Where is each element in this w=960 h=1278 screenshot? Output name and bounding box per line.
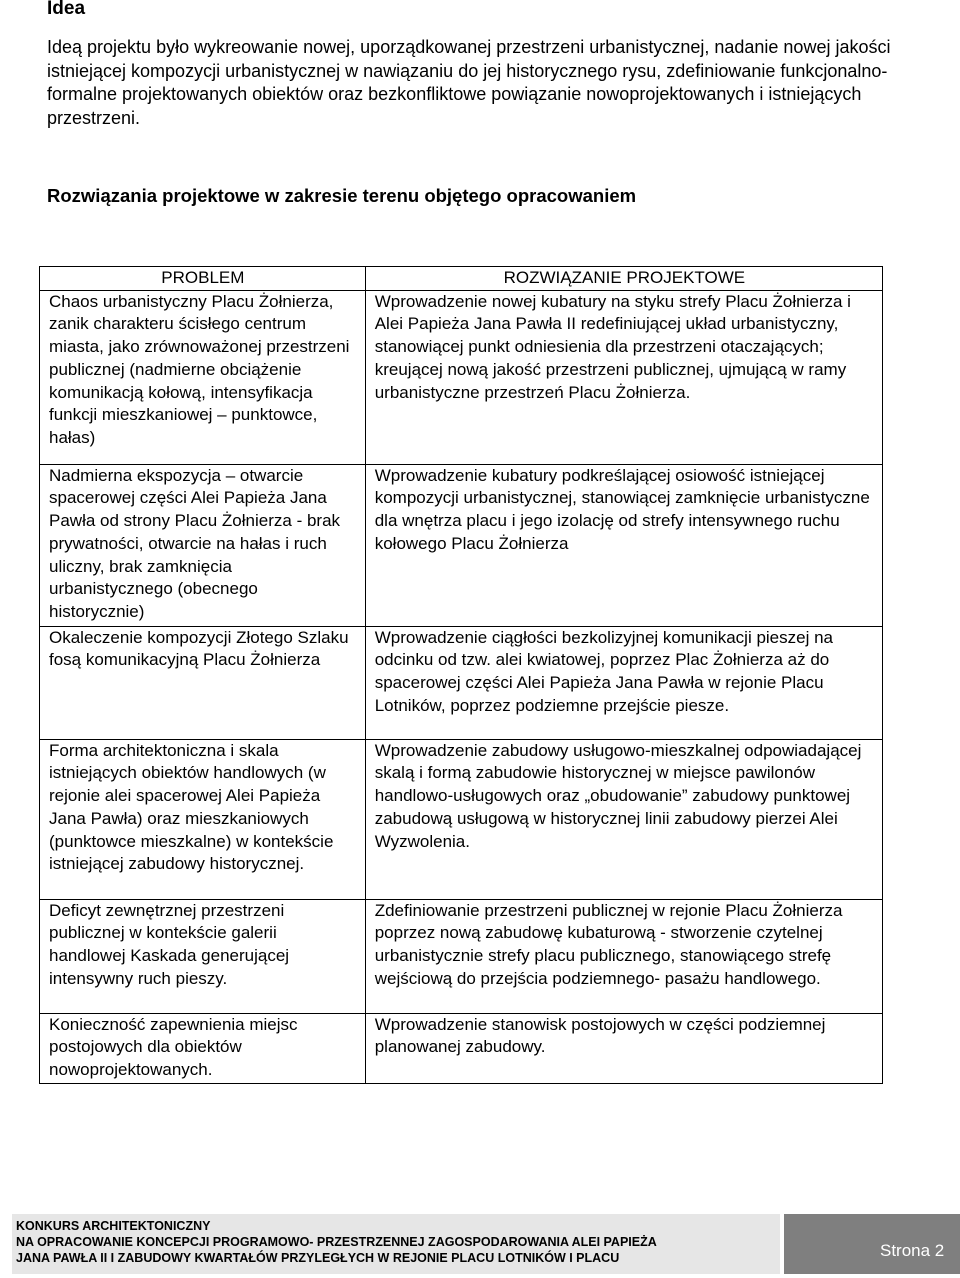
solution-cell: Wprowadzenie zabudowy usługowo-mieszkalnej odpowiadającej skalą i formą zabudowie historycznej w miejsce pawilonów handlowo-usługowych oraz „obudowanie” zabudowy punktowej zabudową usługową w historycznej linii zabudowy pierzei Alei Wyzwolenia. <box>365 739 882 899</box>
page-number: Strona 2 <box>784 1214 960 1274</box>
problem-cell: Chaos urbanistyczny Placu Żołnierza, zanik charakteru ścisłego centrum miasta, jako zrównoważonej przestrzeni publicznej (nadmierne obciążenie komunikacją kołową, intensyfikacja funkcji mieszkaniowej – punktowce, hałas) <box>40 290 366 464</box>
problem-cell: Okaleczenie kompozycji Złotego Szlaku fosą komunikacyjną Placu Żołnierza <box>40 626 366 739</box>
table-row <box>40 626 883 739</box>
table-row <box>40 739 883 899</box>
table-row <box>40 1013 883 1083</box>
solution-cell: Wprowadzenie stanowisk postojowych w części podziemnej planowanej zabudowy. <box>365 1013 882 1083</box>
solution-cell: Wprowadzenie ciągłości bezkolizyjnej komunikacji pieszej na odcinku od tzw. alei kwiatowej, poprzez Plac Żołnierza aż do spacerowej części Alei Papieża Jana Pawła w rejonie Placu Lotników, poprzez podziemne przejście piesze. <box>365 626 882 739</box>
footer-line-1: KONKURS ARCHITEKTONICZNY <box>16 1219 211 1233</box>
table-row <box>40 899 883 1013</box>
table-heading: Rozwiązania projektowe w zakresie terenu objętego opracowaniem <box>47 185 637 206</box>
table-row <box>40 290 883 464</box>
problem-cell: Deficyt zewnętrznej przestrzeni publicznej w kontekście galerii handlowej Kaskada generującej intensywny ruch pieszy. <box>40 899 366 1013</box>
table-row <box>40 464 883 626</box>
problem-cell: Nadmierna ekspozycja – otwarcie spacerowej części Alei Papieża Jana Pawła od strony Placu Żołnierza - brak prywatności, otwarcie na hałas i ruch uliczny, brak zamknięcia urbanistycznego (obecnego historycznie) <box>40 464 366 626</box>
footer-line-2: NA OPRACOWANIE KONCEPCJI PROGRAMOWO- PRZESTRZENNEJ ZAGOSPODAROWANIA ALEI PAPIEŻA <box>16 1235 657 1249</box>
solution-cell: Wprowadzenie nowej kubatury na styku strefy Placu Żołnierza i Alei Papieża Jana Pawła II redefiniującej układ urbanistyczny, stanowiącej punkt odniesienia dla przestrzeni otaczających; kreującej nową jakość przestrzeni publicznej, ujmującą w ramy urbanistyczne przestrzeń Placu Żołnierza. <box>365 290 882 464</box>
page-footer <box>12 1214 780 1274</box>
problem-cell: Forma architektoniczna i skala istniejących obiektów handlowych (w rejonie alei spacerowej Alei Papieża Jana Pawła) oraz mieszkaniowych (punktowce mieszkalne) w kontekście istniejącej zabudowy historycznej. <box>40 739 366 899</box>
problem-solution-table <box>39 266 883 1084</box>
intro-paragraph: Ideą projektu było wykreowanie nowej, uporządkowanej przestrzeni urbanistycznej, nadanie nowej jakości istniejącej kompozycji urbanistycznej w nawiązaniu do jej historycznego rysu, zdefiniowanie funkcjonalno-formalne projektowanych obiektów oraz bezkonfliktowe powiązanie nowoprojektowanych i istniejących przestrzeni. <box>47 37 891 128</box>
table-header-row <box>40 267 883 291</box>
header-problem: PROBLEM <box>40 267 366 291</box>
solution-cell: Wprowadzenie kubatury podkreślającej osiowość istniejącej kompozycji urbanistycznej, stanowiącej zamknięcie urbanistyczne dla wnętrza placu i jego izolację od strefy intensywnego ruchu kołowego Placu Żołnierza <box>365 464 882 626</box>
section-heading: Idea <box>47 0 86 19</box>
header-solution: ROZWIĄZANIE PROJEKTOWE <box>365 267 882 291</box>
footer-line-3: JANA PAWŁA II I ZABUDOWY KWARTAŁÓW PRZYLEGŁYCH W REJONIE PLACU LOTNIKÓW I PLACU <box>16 1251 620 1265</box>
solution-cell: Zdefiniowanie przestrzeni publicznej w rejonie Placu Żołnierza poprzez nową zabudowę kubaturową - stworzenie czytelnej urbanistycznie strefy placu publicznego, stanowiącego strefę wejściową do przejścia podziemnego- pasażu handlowego. <box>365 899 882 1013</box>
problem-cell: Konieczność zapewnienia miejsc postojowych dla obiektów nowoprojektowanych. <box>40 1013 366 1083</box>
